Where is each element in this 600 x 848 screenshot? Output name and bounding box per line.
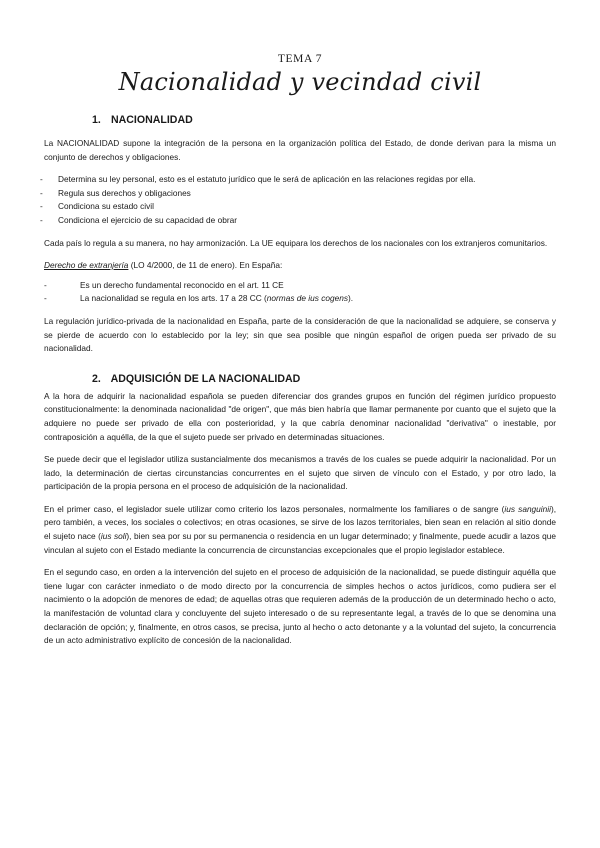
list-item: - Condiciona el ejercicio de su capacidad de obrar bbox=[44, 214, 556, 228]
section-heading-adquisicion bbox=[92, 372, 556, 386]
section-heading-nacionalidad bbox=[92, 113, 556, 127]
extranjeria-text: (LO 4/2000, de 11 de enero). En España: bbox=[128, 260, 283, 271]
section-number: 2. bbox=[92, 372, 101, 385]
section-title-text: ADQUISICIÓN DE LA NACIONALIDAD bbox=[110, 372, 301, 385]
text-run-italic: ius soli bbox=[100, 531, 127, 542]
section-number: 1. bbox=[92, 114, 101, 126]
list-item-text: Es un derecho fundamental reconocido en el art. 11 CE bbox=[80, 279, 284, 290]
regulacion-paragraph: La regulación jurídico-privada de la nacionalidad en España, parte de la consideración de que la nacionalidad se adquiere, se conserva y se pierde de acuerdo con lo establecido por la ley; sin que sea posible que ningún español de origen pueda ser privado de su nacionalidad. bbox=[44, 315, 556, 354]
list-item: - Regula sus derechos y obligaciones bbox=[44, 187, 556, 201]
extranjeria-paragraph bbox=[44, 259, 556, 273]
list-item: - Determina su ley personal, esto es el estatuto jurídico que le será de aplicación en las relaciones regidas por ella. bbox=[44, 173, 556, 187]
list-item-text: La nacionalidad se regula en los arts. 17 a 28 CC ( bbox=[80, 293, 267, 304]
text-run-italic: ius sanguinii bbox=[504, 503, 551, 514]
body-paragraph bbox=[44, 503, 556, 557]
spain-list bbox=[44, 279, 556, 306]
body-paragraph: A la hora de adquirir la nacionalidad española se pueden diferenciar dos grandes grupos en función del régimen jurídico propuesto constitucionalmente: la denominada nacionalidad "de origen", que más bien habría que llamar permanente por cuanto que el sujeto que la adquiere no puede ser privado de ella con posterioridad, y la que cabría denominar nacionalidad "derivativa" o inestable, por contraposición a aquélla, de la que el sujeto puede ser privado en determinadas situaciones. bbox=[44, 390, 556, 442]
text-run: ), pero también, a veces, los sociales o colectivos; en otras ocasiones, se sirve de los lazos territoriales, bien sean en relación al sitio donde el sujeto nace ( bbox=[44, 503, 557, 542]
section-title-text: NACIONALIDAD bbox=[110, 114, 193, 126]
body-paragraph: Se puede decir que el legislador utiliza sustancialmente dos mecanismos a través de los cuales se puede adquirir la nacionalidad. Por un lado, la determinación de ciertas circunstancias concurrentes en el sujeto que sirven de vínculo con el Estado, y por otro lado, la participación de la propia persona en el proceso de adquisición de la nacionalidad. bbox=[44, 454, 556, 492]
list-item bbox=[44, 292, 556, 306]
intro-paragraph: La NACIONALIDAD supone la integración de la persona en la organización política del Estado, de donde derivan para la misma un conjunto de derechos y obligaciones. bbox=[44, 138, 556, 162]
extranjeria-label: Derecho de extranjería bbox=[44, 260, 129, 271]
topic-number: TEMA 7 bbox=[277, 53, 323, 65]
page-title: Nacionalidad y vecindad civil bbox=[118, 68, 482, 96]
text-run: En el primer caso, el legislador suele utilizar como criterio los lazos personales, normalmente los familiares o de sangre ( bbox=[44, 503, 505, 514]
list-item bbox=[44, 279, 556, 293]
ue-paragraph: Cada país lo regula a su manera, no hay armonización. La UE equipara los derechos de los nacionales con los extranjeros comunitarios. bbox=[44, 237, 548, 248]
list-item-after: ). bbox=[347, 293, 354, 304]
effects-list bbox=[44, 173, 556, 227]
list-item-italic: normas de ius cogens bbox=[266, 293, 348, 304]
list-item: - Condiciona su estado civil bbox=[44, 200, 556, 214]
text-run: ), bien sea por su por su permanencia o residencia en un lugar determinado; y finalmente, puede acudir a lazos que vinculan al sujeto con el Estado mediante la concurrencia de circunstancias excepcionales que el propio legislador establece. bbox=[44, 531, 556, 555]
body-paragraph: En el segundo caso, en orden a la intervención del sujeto en el proceso de adquisición de la nacionalidad, se puede distinguir aquélla que tiene lugar con carácter inmediato o de modo directo por la concurrencia de simples hechos o actos jurídicos, como pudiera ser el nacimiento o la adopción de menores de edad; de aquellas otras que requieren además de la producción de un determinado hecho o acto, la manifestación de voluntad clara y concluyente del sujeto interesado o de su representante legal, a través de lo que se denomina una declaración de opción; y, finalmente, en otros casos, se precisa, junto al hecho o acto detonante y a la voluntad del sujeto, la concurrencia de un acto administrativo explícito de concesión de la nacionalidad. bbox=[44, 567, 556, 646]
